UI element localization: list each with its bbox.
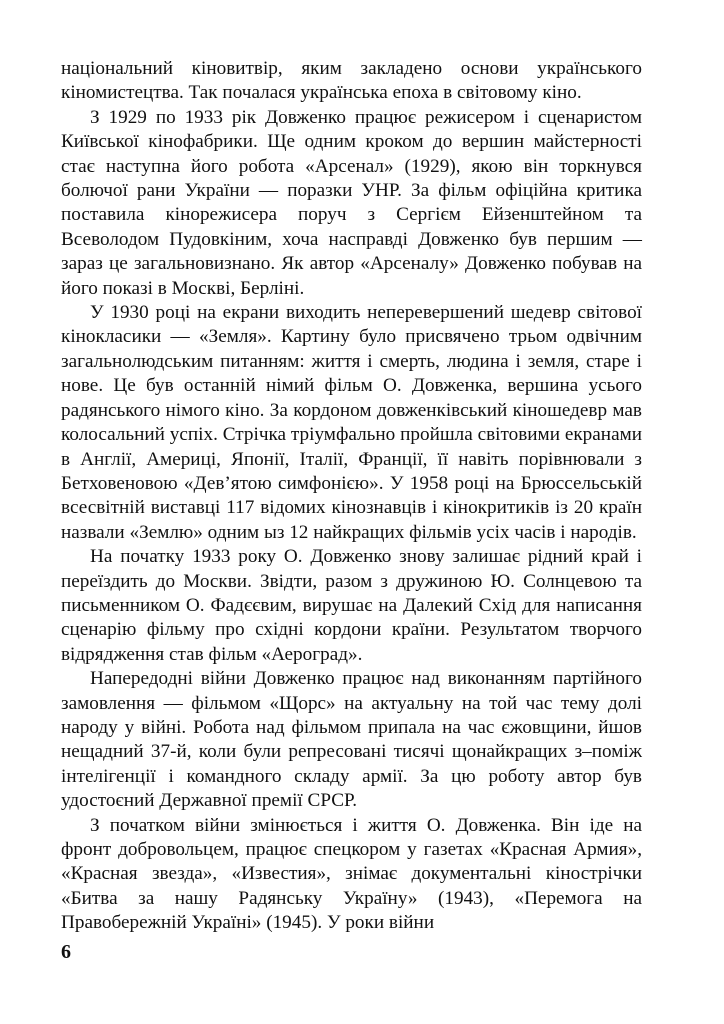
paragraph-4: На початку 1933 року О. Довженко знову залишає рідний край і переїздить до Москви. Звідти, разом з дружиною Ю. Солнцевою та письменником О. Фадєєвим, вирушає на Далекий Схід для написання сценарію фільму про східні кордони країни. Результатом творчого відрядження став фільм «Аероград». [61, 546, 642, 665]
paragraph-6: З початком війни змінюється і життя О. Довженка. Він іде на фронт добровольцем, працює спецкором у газетах «Красная Армия», «Красная звезда», «Известия», знімає документальні кінострічки «Битва за нашу Радянську Україну» (1943), «Перемога на Правобережній Україні» (1945). У роки війни [61, 814, 642, 934]
page-body [61, 57, 642, 936]
page-number: 6 [61, 941, 71, 963]
paragraph-3: У 1930 році на екрани виходить неперевершений шедевр світової кінокласики — «Земля». Картину було присвячено трьом одвічним загальнолюдським питанням: життя і смерть, людина і земля, старе і нове. Це був останній німий фільм О. Довженка, вершина усього радянського німого кіно. За кордоном довженківський кіношедевр мав колосальний успіх. Стрічка тріумфально пройшла світовими екранами в Англії, Америці, Японії, Італії, Франції, її навіть порівнювали з Бетховеновою «Дев’ятою симфонією». У 1958 році на Брюссельській всесвітній виставці 117 відомих кінознавців і кінокритиків із 20 країн назвали «Землю» одним ыз 12 найкращих фільмів усіх часів і народів. [61, 302, 642, 543]
paragraph-5: Напередодні війни Довженко працює над виконанням партійного замовлення — фільмом «Щорс» на актуальну на той час тему долі народу у війні. Робота над фільмом припала на час єжовщини, йшов нещадний 37-й, коли були репресовані тисячі щонайкращих з–поміж інтелігенції і командного складу армії. За цю роботу автор був удостоєний Державної премії СРСР. [61, 668, 642, 812]
paragraph-2: З 1929 по 1933 рік Довженко працює режисером і сценаристом Київської кінофабрики. Ще одним кроком до вершин майстерності стає наступна його робота «Арсенал» (1929), якою він торкнувся болючої рани України — поразки УНР. За фільм офіційна критика поставила кінорежисера поруч з Сергієм Ейзенштейном та Всеволодом Пудовкіним, хоча насправді Довженко був першим — зараз це загальновизнано. Як автор «Арсеналу» Довженко побував на його показі в Москві, Берліні. [61, 106, 642, 299]
paragraph-1: національний кіновитвір, яким закладено основи українського кіномистецтва. Так почалася українська епоха в світовому кіно. [61, 58, 642, 104]
